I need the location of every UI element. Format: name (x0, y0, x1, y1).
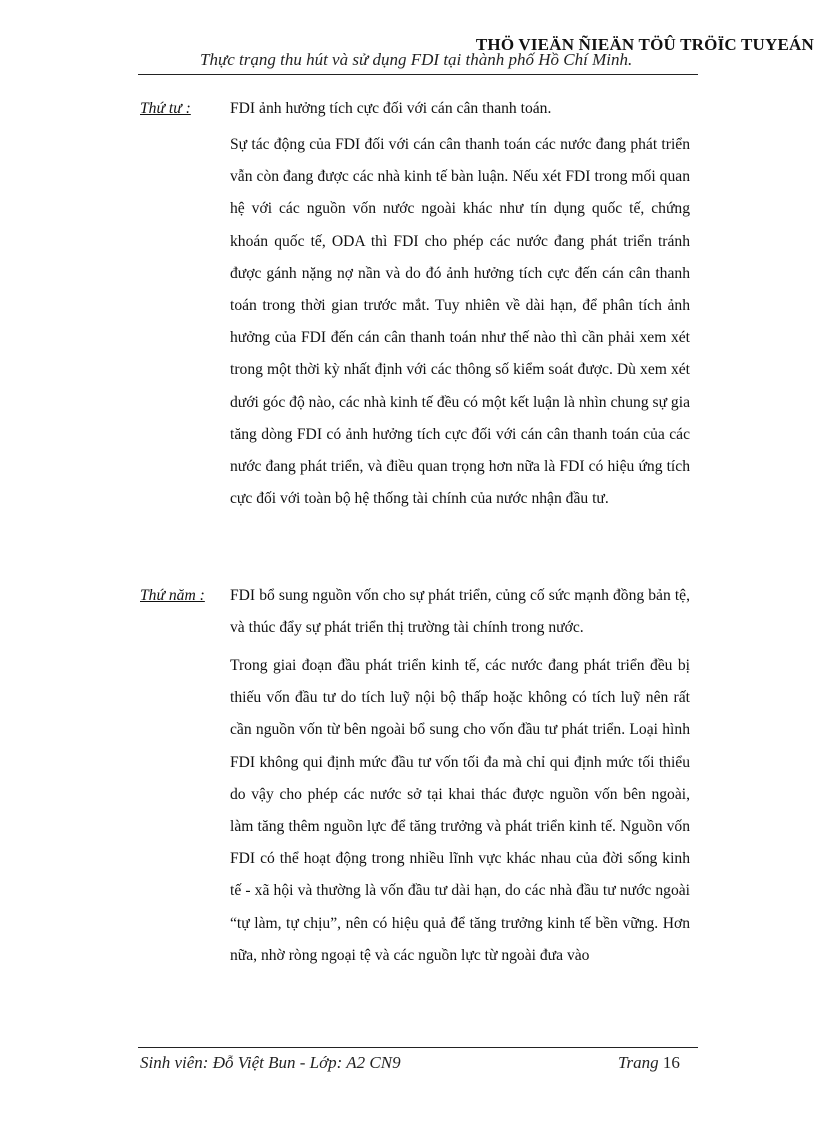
library-watermark: THÖ VIEÄN ÑIEÄN TÖÛ TRÖÏC TUYEÁN (475, 35, 814, 54)
footer-page-indicator (618, 1053, 680, 1073)
footer-divider (138, 1047, 698, 1048)
footer-page-number: 16 (662, 1053, 680, 1072)
footer-author-line: Sinh viên: Đỗ Việt Bun - Lớp: A2 CN9 (140, 1053, 401, 1072)
section-label-thu-tu: Thứ tư : (140, 100, 191, 117)
section-paragraph-thu-tu: Sự tác động của FDI đối với cán cân thanh toán các nước đang phát triển vẫn còn đang được các nhà kinh tế bàn luận. Nếu xét FDI trong mối quan hệ với các nguồn vốn nước ngoài khác như tín dụng quốc tế, chứng khoán quốc tế, ODA thì FDI cho phép các nước đang phát triển tránh được gánh nặng nợ nần và do đó ảnh hưởng tích cực đến cán cân thanh toán trong thời gian trước mắt. Tuy nhiên về dài hạn, để phân tích ảnh hưởng của FDI đến cán cân thanh toán như thế nào thì cần phải xem xét trong một thời kỳ nhất định với các thông số kiểm soát được. Dù xem xét dưới góc độ nào, các nhà kinh tế đều có một kết luận là nhìn chung sự gia tăng dòng FDI có ảnh hưởng tích cực đối với cán cân thanh toán của các nước đang phát triển, và điều quan trọng hơn nữa là FDI có hiệu ứng tích cực đối với toàn bộ hệ thống tài chính của nước nhận đầu tư. (230, 136, 690, 508)
section-paragraph-thu-nam: Trong giai đoạn đầu phát triển kinh tế, các nước đang phát triển đều bị thiếu vốn đầu tư do tích luỹ nội bộ thấp hoặc không có tích luỹ nên rất cần nguồn vốn từ bên ngoài bổ sung cho vốn đầu tư phát triển. Loại hình FDI không qui định mức đầu tư vốn tối đa mà chỉ qui định mức tối thiểu do vậy cho phép các nước sở tại khai thác được nguồn vốn bên ngoài, làm tăng thêm nguồn lực để tăng trưởng và phát triển kinh tế. Nguồn vốn FDI có thể hoạt động trong nhiều lĩnh vực khác nhau của đời sống kinh tế - xã hội và thường là vốn đầu tư dài hạn, do các nhà đầu tư nước ngoài “tự làm, tự chịu”, nên có hiệu quả để tăng trưởng kinh tế bền vững. Hơn nữa, nhờ ròng ngoại tệ và các nguồn lực từ ngoài đưa vào (230, 657, 690, 964)
section-label-thu-nam: Thứ năm : (140, 587, 205, 604)
running-header-title: Thực trạng thu hút và sử dụng FDI tại thành phố Hồ Chí Minh. (200, 50, 633, 69)
section-heading-thu-tu: FDI ảnh hưởng tích cực đối với cán cân thanh toán. (230, 100, 552, 117)
footer-page-word: Trang (618, 1053, 659, 1072)
header-divider (138, 74, 698, 75)
section-heading-thu-nam: FDI bổ sung nguồn vốn cho sự phát triển, củng cố sức mạnh đồng bản tệ, và thúc đẩy sự phát triển thị trường tài chính trong nước. (230, 587, 690, 637)
